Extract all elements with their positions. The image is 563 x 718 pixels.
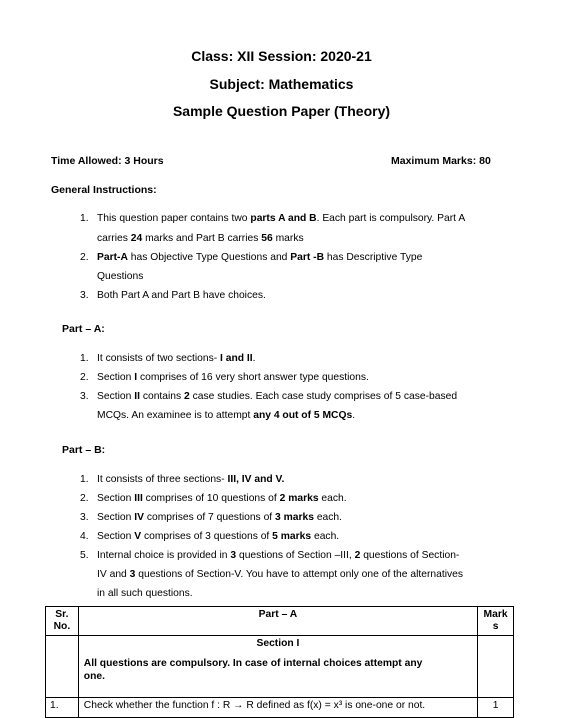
marks-header: Mark s — [478, 607, 514, 636]
part-a-heading: Part – A: — [62, 323, 105, 335]
list-item: Section V comprises of 3 questions of 5 marks each. — [97, 531, 340, 542]
general-instructions-heading: General Instructions: — [51, 184, 157, 196]
sr-no-header: Sr. No. — [46, 607, 79, 636]
list-item: Section I comprises of 16 very short answer type questions. — [97, 372, 369, 383]
list-item-continuation: Questions — [97, 271, 144, 282]
list-item-continuation: MCQs. An examinee is to attempt any 4 out of 5 MCQs. — [97, 410, 356, 421]
table-row — [46, 636, 514, 698]
list-item: Internal choice is provided in 3 questions of Section –III, 2 questions of Section- — [97, 550, 460, 561]
subject-title: Subject: Mathematics — [209, 76, 354, 92]
question-text: Check whether the function f : R → R defined as f(x) = x³ is one-one or not. — [78, 698, 477, 718]
section-cell — [78, 636, 477, 698]
list-item-continuation: carries 24 marks and Part B carries 56 marks — [97, 233, 304, 244]
table-cell — [46, 636, 79, 698]
part-a-header: Part – A — [78, 607, 477, 636]
list-item-continuation: IV and 3 questions of Section-V. You have to attempt only one of the alternatives — [97, 569, 463, 580]
table-row — [46, 698, 514, 718]
table-cell — [478, 636, 514, 698]
list-number: 1. — [80, 353, 89, 364]
list-item: This question paper contains two parts A and B. Each part is compulsory. Part A — [97, 213, 466, 224]
list-number: 2. — [80, 372, 89, 383]
list-item: Section IV comprises of 7 questions of 3 marks each. — [97, 512, 343, 523]
list-number: 3. — [80, 512, 89, 523]
class-session-title: Class: XII Session: 2020-21 — [191, 48, 372, 64]
list-item: Both Part A and Part B have choices. — [97, 290, 266, 301]
table-header-row — [46, 607, 514, 636]
list-item: It consists of three sections- III, IV and V. — [97, 474, 285, 485]
list-number: 5. — [80, 550, 89, 561]
list-number: 1. — [80, 474, 89, 485]
maximum-marks: Maximum Marks: 80 — [391, 155, 491, 167]
list-item: Part-A has Objective Type Questions and Part -B has Descriptive Type — [97, 252, 423, 263]
list-number: 2. — [80, 493, 89, 504]
list-item-continuation: in all such questions. — [97, 588, 193, 599]
list-number: 4. — [80, 531, 89, 542]
paper-title: Sample Question Paper (Theory) — [172, 103, 391, 119]
question-marks: 1 — [478, 698, 514, 718]
list-number: 2. — [80, 252, 89, 263]
list-item: It consists of two sections- I and II. — [97, 353, 256, 364]
question-number: 1. — [46, 698, 79, 718]
part-b-heading: Part – B: — [62, 444, 106, 456]
list-item: Section II contains 2 case studies. Each case study comprises of 5 case-based — [97, 391, 458, 402]
section-title: Section I — [256, 638, 300, 649]
section-instructions: All questions are compulsory. In case of internal choices attempt any one. — [83, 658, 423, 682]
question-table — [45, 606, 514, 718]
list-item: Section III comprises of 10 questions of 2 marks each. — [97, 493, 347, 504]
list-number: 3. — [80, 290, 89, 301]
time-allowed: Time Allowed: 3 Hours — [51, 155, 164, 167]
list-number: 1. — [80, 213, 89, 224]
list-number: 3. — [80, 391, 89, 402]
